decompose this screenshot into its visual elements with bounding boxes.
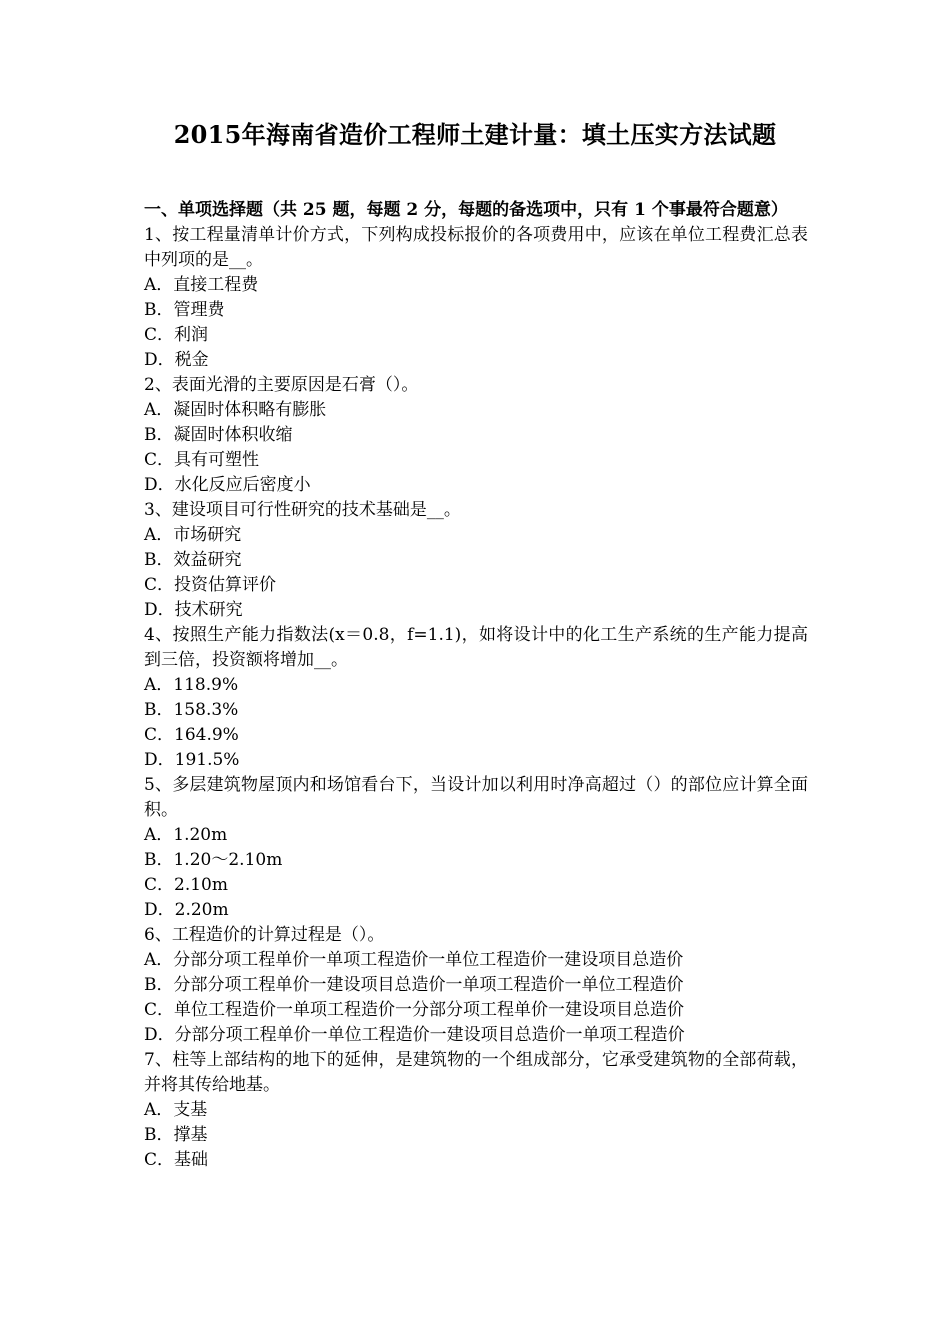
question-option: B．分部分项工程单价一建设项目总造价一单项工程造价一单位工程造价 [144, 975, 684, 995]
question-option: D．191.5% [144, 750, 240, 770]
question-option: A．直接工程费 [144, 275, 259, 295]
question-option: D．2.20m [144, 900, 229, 920]
question-5 [144, 773, 808, 923]
question-option: B．1.20～2.10m [144, 850, 283, 870]
question-option: D．技术研究 [144, 600, 243, 620]
question-stem: 3、建设项目可行性研究的技术基础是__。 [144, 500, 461, 520]
question-option: C．利润 [144, 325, 209, 345]
document-title: 2015年海南省造价工程师土建计量：填土压实方法试题 [173, 120, 777, 149]
question-option: D．分部分项工程单价一单位工程造价一建设项目总造价一单项工程造价 [144, 1025, 685, 1045]
question-option: D．水化反应后密度小 [144, 475, 311, 495]
document-body [144, 198, 808, 1173]
section-heading: 一、单项选择题（共 25 题，每题 2 分，每题的备选项中，只有 1 个事最符合题意） [144, 200, 788, 220]
question-3 [144, 498, 808, 623]
question-option: A．分部分项工程单价一单项工程造价一单位工程造价一建设项目总造价 [144, 950, 684, 970]
question-4 [144, 623, 808, 773]
question-stem: 2、表面光滑的主要原因是石膏（）。 [144, 375, 419, 395]
question-option: B．管理费 [144, 300, 225, 320]
question-1 [144, 223, 808, 373]
question-option: C．具有可塑性 [144, 450, 260, 470]
question-6 [144, 923, 808, 1048]
question-option: A．支基 [144, 1100, 208, 1120]
question-option: A．118.9% [144, 675, 239, 695]
question-option: B．凝固时体积收缩 [144, 425, 293, 445]
question-stem: 5、多层建筑物屋顶内和场馆看台下，当设计加以利用时净高超过（）的部位应计算全面积。 [144, 775, 808, 820]
question-option: C．164.9% [144, 725, 239, 745]
question-stem: 1、按工程量清单计价方式，下列构成投标报价的各项费用中，应该在单位工程费汇总表中列项的是__。 [144, 225, 808, 270]
question-option: A．1.20m [144, 825, 228, 845]
question-list [144, 223, 808, 1173]
question-stem: 6、工程造价的计算过程是（）。 [144, 925, 385, 945]
question-option: C．2.10m [144, 875, 228, 895]
question-option: A．凝固时体积略有膨胀 [144, 400, 327, 420]
question-stem: 4、按照生产能力指数法(x＝0.8，f=1.1)，如将设计中的化工生产系统的生产能力提高到三倍，投资额将增加__。 [144, 625, 808, 670]
question-stem: 7、柱等上部结构的地下的延伸，是建筑物的一个组成部分，它承受建筑物的全部荷载，并将其传给地基。 [144, 1050, 808, 1095]
question-7 [144, 1048, 808, 1173]
question-2 [144, 373, 808, 498]
question-option: C．单位工程造价一单项工程造价一分部分项工程单价一建设项目总造价 [144, 1000, 685, 1020]
question-option: C．基础 [144, 1150, 209, 1170]
question-option: D．税金 [144, 350, 209, 370]
question-option: B．撑基 [144, 1125, 208, 1145]
question-option: A．市场研究 [144, 525, 242, 545]
question-option: B．158.3% [144, 700, 239, 720]
question-option: C．投资估算评价 [144, 575, 277, 595]
question-option: B．效益研究 [144, 550, 242, 570]
